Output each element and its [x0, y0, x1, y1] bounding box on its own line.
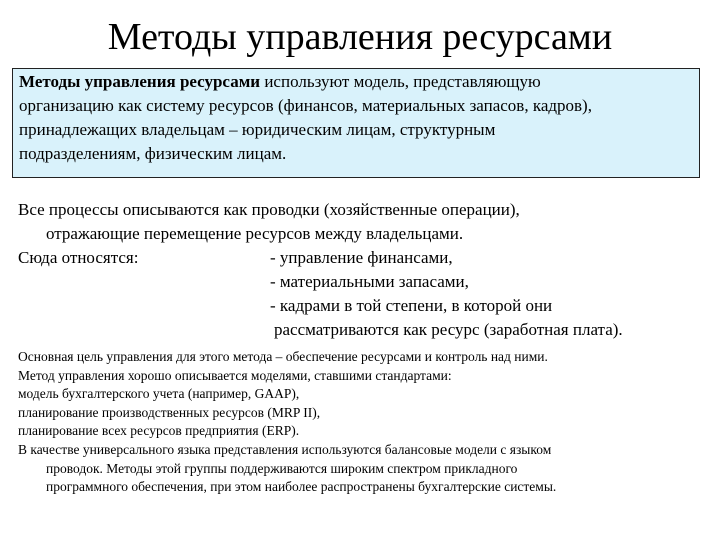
includes-row-1 — [18, 246, 708, 270]
details-section — [18, 348, 708, 497]
details-line-indented: программного обеспечения, при этом наиболее распространены бухгалтерские системы. — [46, 479, 557, 495]
includes-row-3 — [18, 294, 708, 318]
definition-line-2: организацию как систему ресурсов (финансов, материальных запасов, кадров), — [19, 96, 592, 115]
includes-item-3: - кадрами в той степени, в которой они — [270, 296, 553, 315]
processes-line-1: Все процессы описываются как проводки (хозяйственные операции), — [18, 200, 520, 219]
slide-title: Методы управления ресурсами — [107, 16, 613, 58]
definition-line-4: подразделениям, физическим лицам. — [19, 144, 287, 163]
details-line-indented: проводок. Методы этой группы поддерживаются широким спектром прикладного — [46, 460, 518, 476]
processes-line-2: отражающие перемещение ресурсов между владельцами. — [46, 224, 464, 243]
details-line: В качестве универсального языка представления используются балансовые модели с языком — [18, 441, 552, 457]
details-line: Метод управления хорошо описывается моделями, ставшими стандартами: — [18, 367, 452, 383]
includes-row-4 — [18, 318, 708, 342]
details-line: планирование производственных ресурсов (MRP II), — [18, 404, 321, 420]
processes-section — [18, 198, 708, 342]
definition-line-1 — [19, 70, 693, 94]
includes-label: Сюда относятся: — [18, 248, 139, 267]
includes-item-3-continued: рассматриваются как ресурс (заработная плата). — [274, 320, 623, 339]
details-line: Основная цель управления для этого метода – обеспечение ресурсами и контроль над ними. — [18, 349, 548, 364]
definition-bold-term: Методы управления ресурсами — [19, 72, 261, 91]
definition-line-3: принадлежащих владельцам – юридическим лицам, структурным — [19, 120, 496, 139]
includes-row-2 — [18, 270, 708, 294]
details-line: модель бухгалтерского учета (например, GAAP), — [18, 386, 300, 402]
definition-line-1-rest: используют модель, представляющую — [260, 72, 541, 91]
includes-item-2: - материальными запасами, — [270, 272, 469, 291]
definition-box — [12, 68, 700, 178]
details-line: планирование всех ресурсов предприятия (ERP). — [18, 423, 300, 439]
includes-item-1: - управление финансами, — [270, 248, 453, 267]
